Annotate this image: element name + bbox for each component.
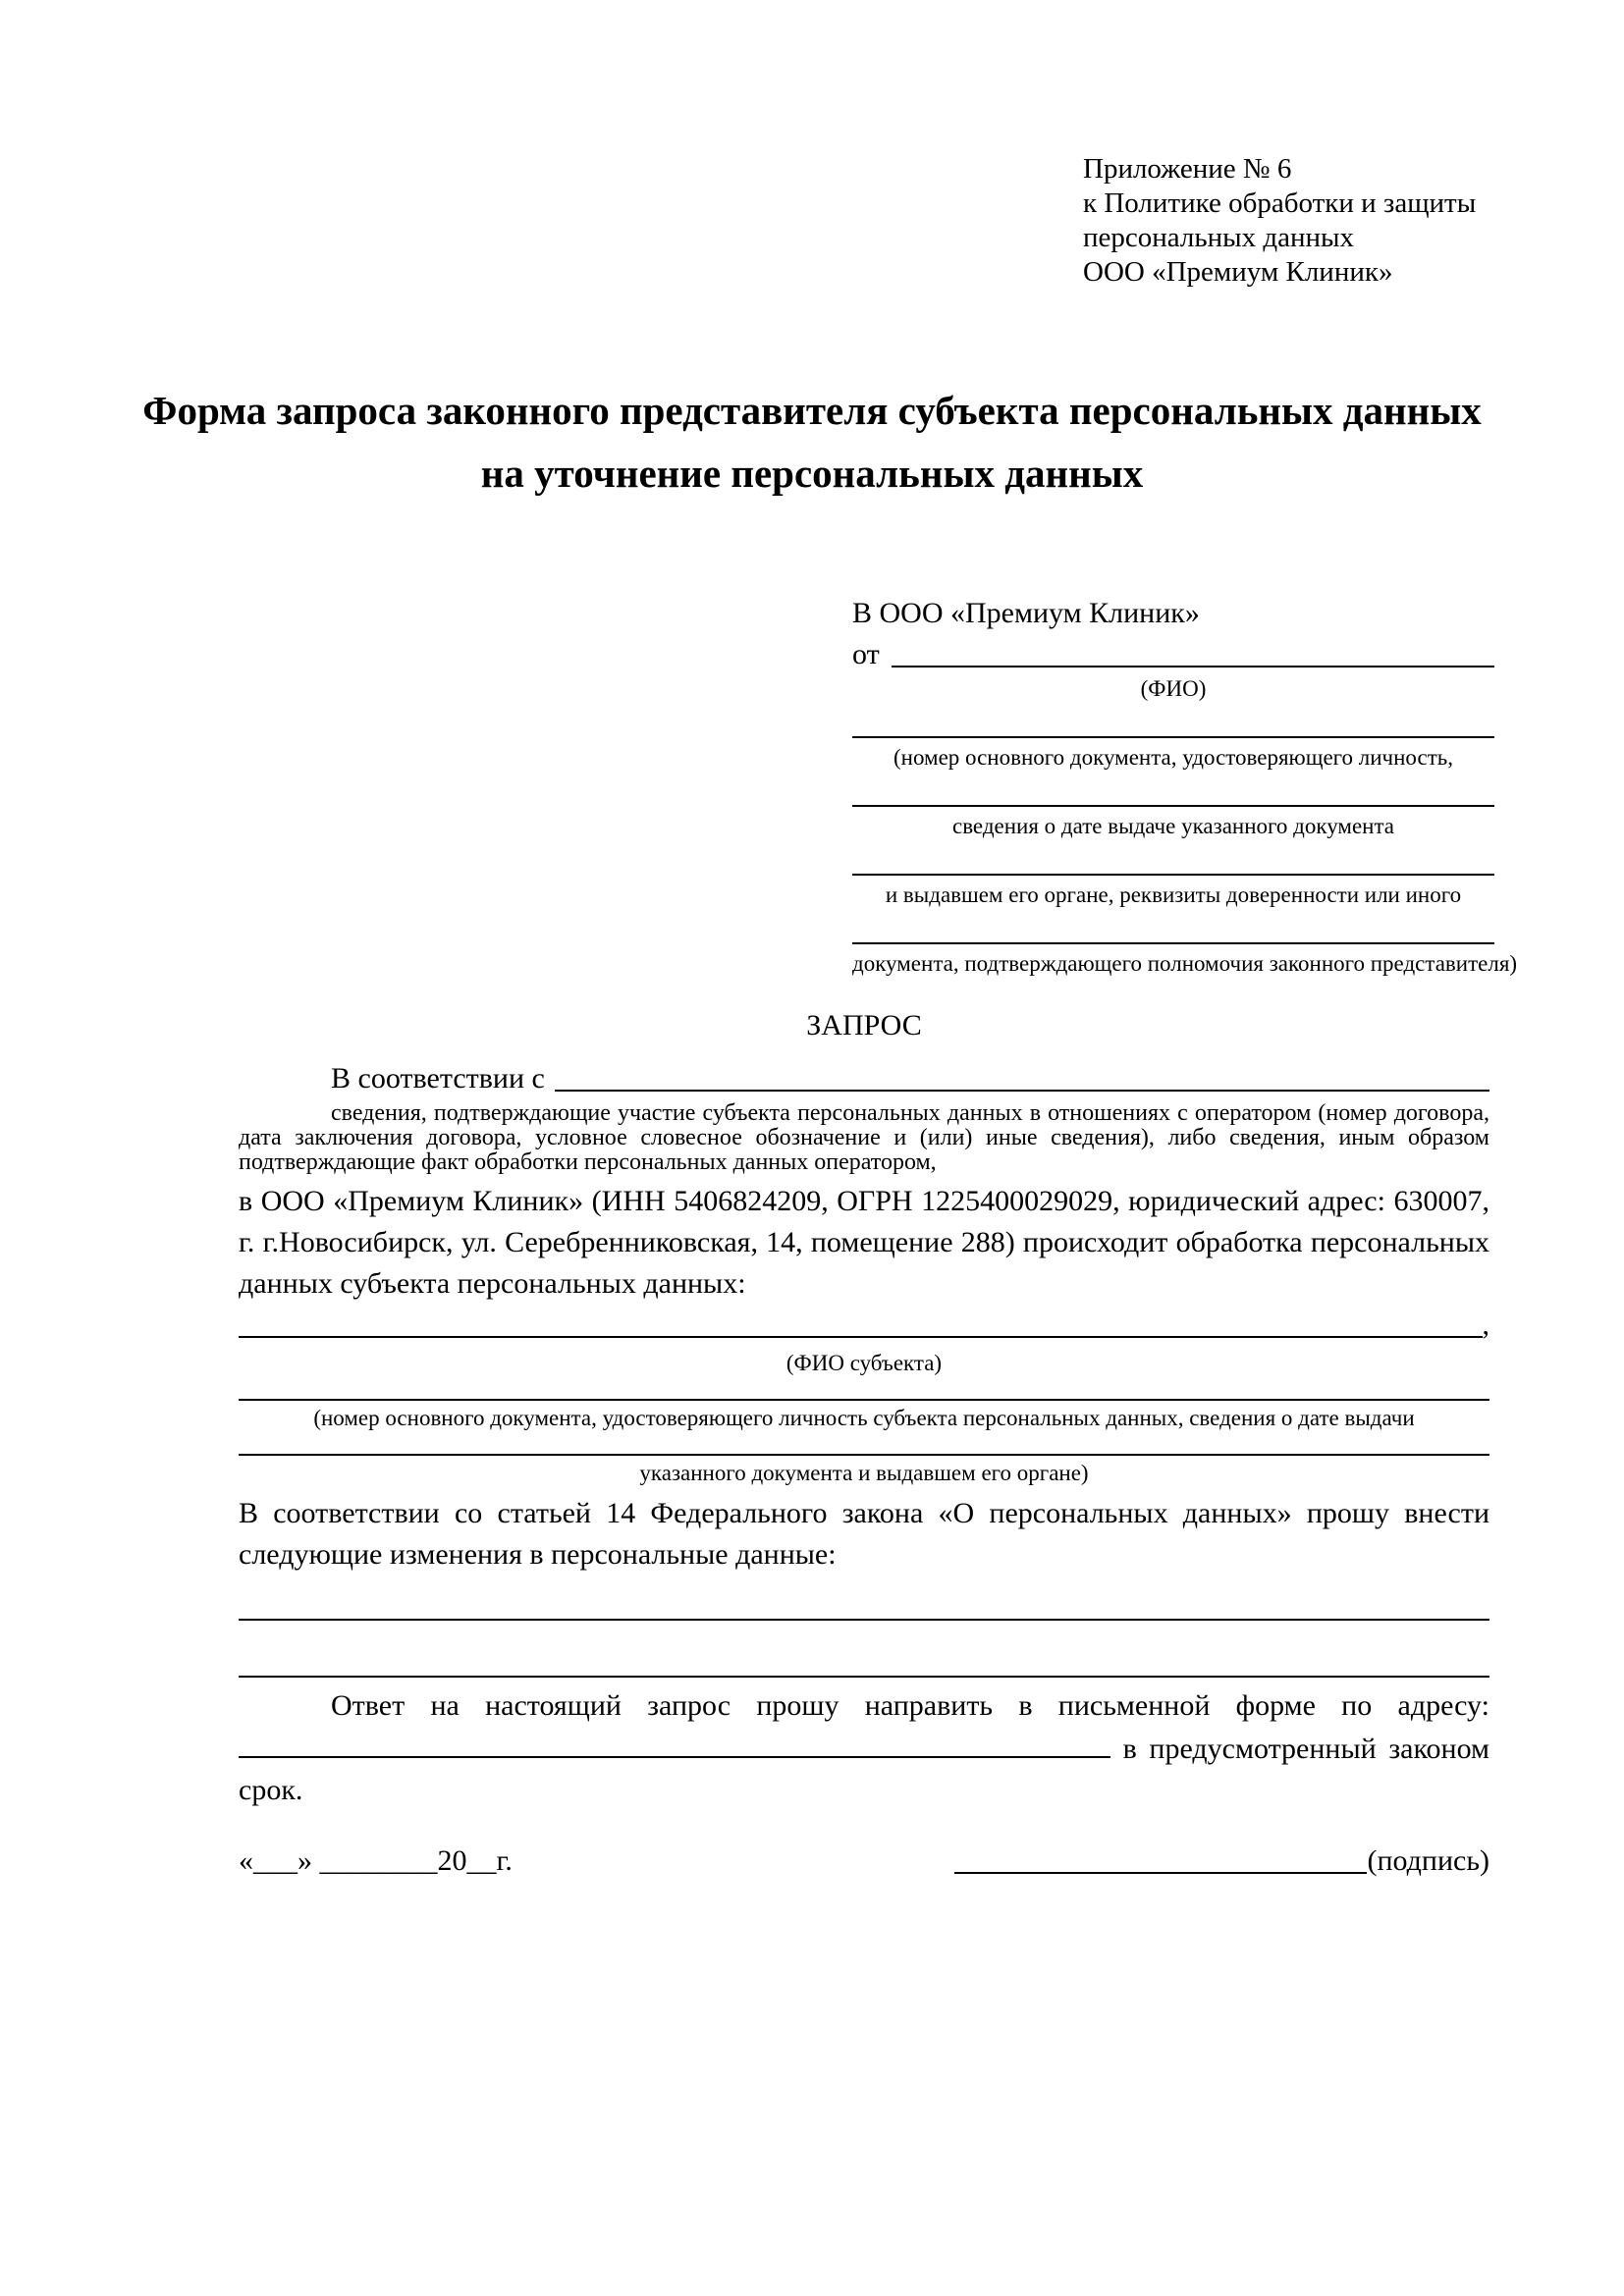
blank-line xyxy=(555,1090,1489,1092)
appendix-line: Приложение № 6 xyxy=(1083,153,1292,185)
request-body xyxy=(239,1005,1489,1882)
signature-caption: (подпись) xyxy=(1367,1844,1489,1877)
caption-doc: (номер основного документа, удостоверяющего личность, xyxy=(893,745,1453,770)
answer-paragraph xyxy=(239,1685,1489,1811)
subject-fio-row xyxy=(239,1305,1489,1346)
caption-doc: документа, подтверждающего полномочия законного представителя) xyxy=(852,951,1518,976)
caption-doc: сведения о дате выдаче указанного документа xyxy=(951,814,1395,838)
blank-line xyxy=(852,703,1494,738)
answer-word: предусмотренный xyxy=(1149,1733,1377,1765)
blank-line xyxy=(239,1727,1110,1758)
addressee-from-row xyxy=(852,634,1494,675)
addressee-block xyxy=(852,593,1518,978)
blank-line xyxy=(239,1377,1489,1401)
blank-line xyxy=(852,909,1494,944)
fine-print-note: сведения, подтверждающие участие субъекта персональных данных в отношениях с оператором (номер договора, дата заключения договора, условное словесное обозначение и (или) иные сведения), либо сведения, иным образом подтверждающие факт обработки персональных данных оператором, xyxy=(239,1100,1489,1175)
operator-paragraph: в ООО «Премиум Клиник» (ИНН 5406824209, ОГРН 1225400029029, юридический адрес: 630007, г. г.Новосибирск, ул. Серебренниковская, 14, помещение 288) происходит обработка персональных данных субъекта персональных данных: xyxy=(239,1185,1489,1300)
blank-line xyxy=(239,1336,1483,1338)
document-title xyxy=(113,379,1511,505)
document-title-line2: на уточнение персональных данных xyxy=(480,451,1144,496)
signature-line xyxy=(954,1872,1367,1874)
date-blank: «___» ________20__г. xyxy=(239,1844,513,1877)
answer-text: Ответ на настоящий запрос прошу направить в письменной форме по адресу: xyxy=(331,1689,1489,1722)
caption-subject-doc: указанного документа и выдавшем его органе) xyxy=(639,1461,1089,1485)
trailing-comma: , xyxy=(1482,1308,1489,1341)
caption-subject-fio: (ФИО субъекта) xyxy=(785,1351,943,1375)
appendix-block xyxy=(1083,152,1624,290)
blank-line xyxy=(239,1432,1489,1456)
blank-line xyxy=(892,666,1494,667)
caption-subject-doc: (номер основного документа, удостоверяющего личность субъекта персональных данных, сведения о дате выдачи xyxy=(313,1406,1415,1430)
caption-fio: (ФИО) xyxy=(1140,676,1207,701)
caption-doc: и выдавшем его органе, реквизиты доверенности или иного xyxy=(885,882,1462,907)
addressee-from-label: от xyxy=(852,638,880,670)
appendix-line: ООО «Премиум Клиник» xyxy=(1083,256,1393,288)
request-heading: ЗАПРОС xyxy=(806,1009,922,1041)
blank-line xyxy=(239,1621,1489,1678)
document-title-line1: Форма запроса законного представителя субъекта персональных данных xyxy=(142,388,1482,433)
addressee-to: В ООО «Премиум Клиник» xyxy=(852,597,1200,629)
signature-group xyxy=(954,1841,1489,1882)
date-signature-row xyxy=(239,1841,1489,1882)
article-paragraph: В соответствии со статьей 14 Федерального закона «О персональных данных» прошу внести следующие изменения в персональные данные: xyxy=(239,1497,1489,1571)
intro-row xyxy=(239,1058,1489,1099)
blank-line xyxy=(239,1595,1489,1621)
answer-word: в xyxy=(1122,1733,1137,1765)
appendix-line: персональных данных xyxy=(1083,222,1355,253)
blank-line xyxy=(852,772,1494,807)
blank-line xyxy=(852,840,1494,876)
intro-label: В соответствии с xyxy=(331,1062,545,1095)
appendix-line: к Политике обработки и защиты xyxy=(1083,187,1477,219)
answer-tail: законом срок. xyxy=(239,1733,1489,1806)
